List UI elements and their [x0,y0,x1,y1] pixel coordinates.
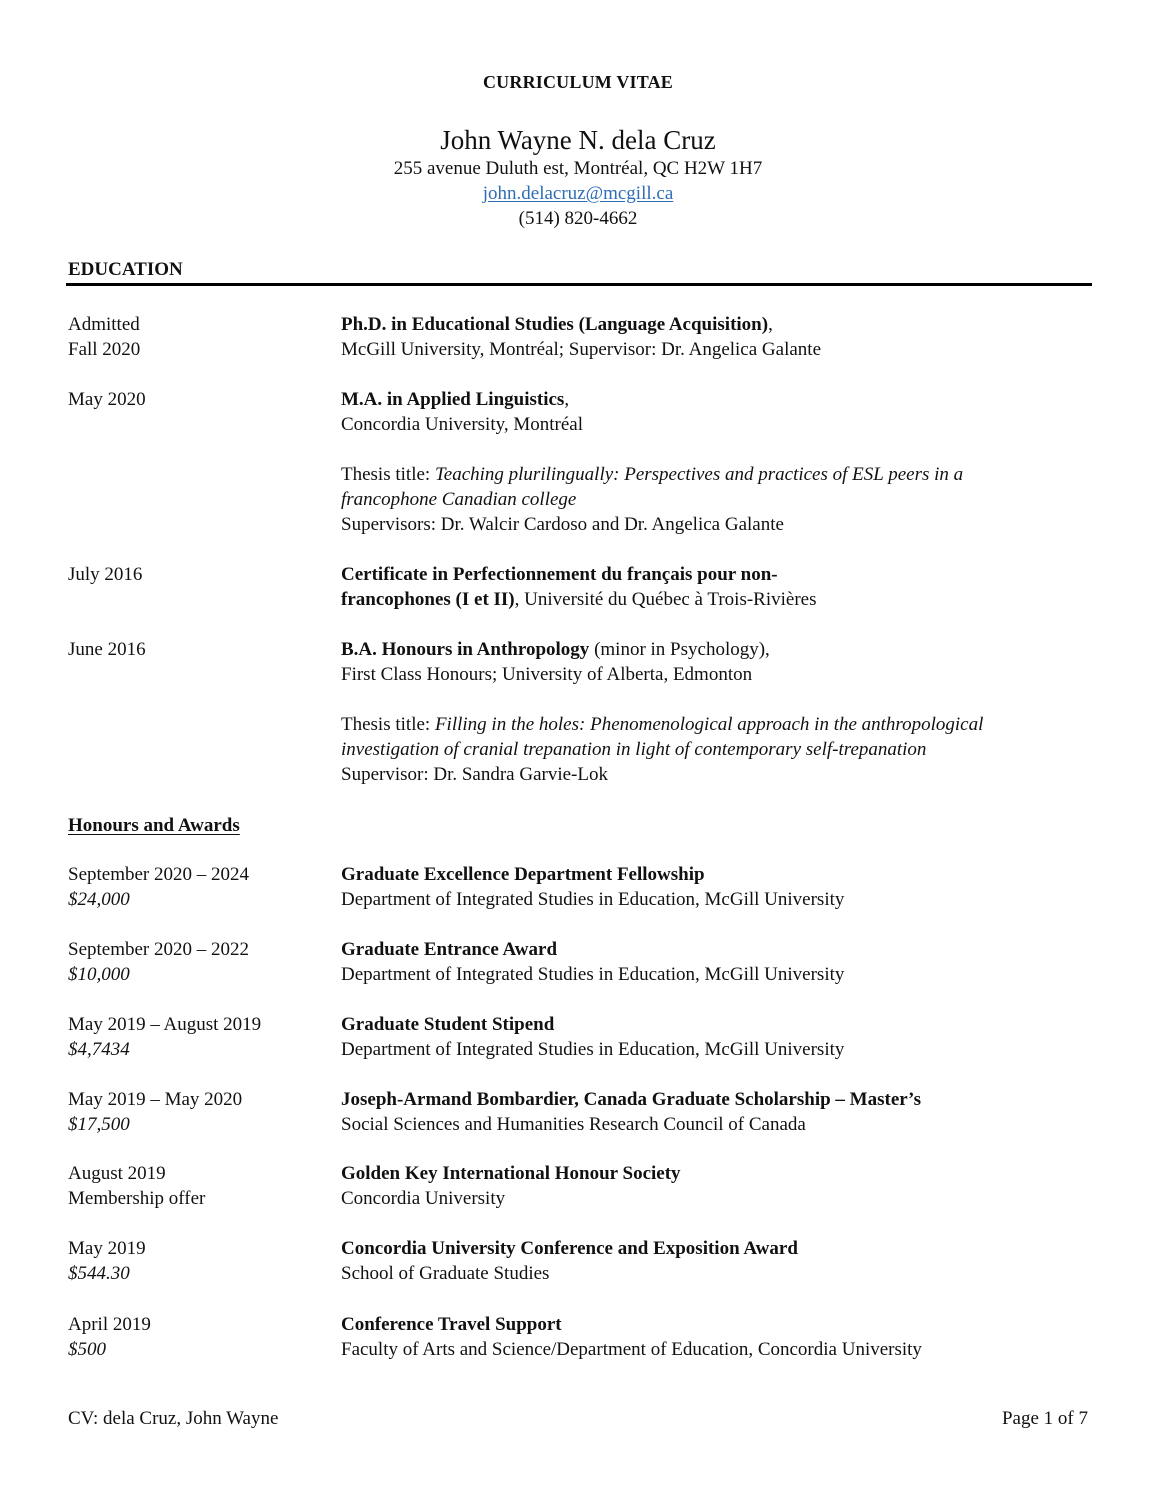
entry-date: June 2016 [68,639,146,660]
award-date: August 2019 [68,1163,166,1184]
award-org: Department of Integrated Studies in Education, McGill University [341,964,845,985]
email-link[interactable]: john.delacruz@mcgill.ca [482,183,674,204]
award-amount: $500 [68,1339,106,1360]
degree-suffix: , [768,314,773,335]
degree-detail: Concordia University, Montréal [341,414,584,435]
award-org: School of Graduate Studies [341,1263,550,1284]
award-title: Conference Travel Support [341,1314,562,1335]
award-date: September 2020 – 2022 [68,939,250,960]
degree-suffix: , [564,389,570,410]
degree-title: Certificate in Perfectionnement du français pour non- [341,564,778,585]
degree-detail: McGill University, Montréal; Supervisor: Dr. Angelica Galante [341,339,822,360]
award-title: Graduate Entrance Award [341,939,558,960]
document-title: CURRICULUM VITAE [482,72,674,92]
award-org: Department of Integrated Studies in Education, McGill University [341,889,845,910]
award-date: May 2019 [68,1238,146,1259]
thesis-title: Filling in the holes: Phenomenological approach in the anthropological [434,714,984,735]
award-date: May 2019 – May 2020 [68,1089,243,1110]
awards-heading: Honours and Awards [68,815,240,836]
date-status: Admitted [68,314,140,335]
thesis-title-cont: investigation of cranial trepanation in light of contemporary self-trepanation [341,739,927,760]
degree-title-cont: francophones (I et II) [341,589,515,610]
thesis-title: Teaching plurilingually: Perspectives and practices of ESL peers in a [434,464,964,485]
award-org: Concordia University [341,1188,506,1209]
award-date: September 2020 – 2024 [68,864,250,885]
award-amount: $24,000 [68,889,130,910]
contact-header [0,124,1156,231]
thesis-label: Thesis title: [341,464,435,485]
degree-detail: , Université du Québec à Trois-Rivières [514,589,817,610]
footer-author: CV: dela Cruz, John Wayne [68,1408,279,1429]
supervisors: Supervisors: Dr. Walcir Cardoso and Dr. Angelica Galante [341,514,784,535]
applicant-name: John Wayne N. dela Cruz [440,125,716,155]
supervisors: Supervisor: Dr. Sandra Garvie-Lok [341,764,608,785]
award-amount: $17,500 [68,1114,130,1135]
education-heading: EDUCATION [68,259,183,280]
award-date: May 2019 – August 2019 [68,1014,262,1035]
award-amount: $544.30 [68,1263,130,1284]
award-title: Golden Key International Honour Society [341,1163,681,1184]
award-org: Social Sciences and Humanities Research Council of Canada [341,1114,806,1135]
date-term: Fall 2020 [68,339,141,360]
entry-date: May 2020 [68,389,146,410]
degree-title: M.A. in Applied Linguistics [341,389,565,410]
award-org: Department of Integrated Studies in Education, McGill University [341,1039,845,1060]
degree-detail: First Class Honours; University of Alberta, Edmonton [341,664,753,685]
thesis-title-cont: francophone Canadian college [341,489,577,510]
award-title: Concordia University Conference and Exposition Award [341,1238,798,1259]
degree-title: Ph.D. in Educational Studies (Language Acquisition) [341,314,769,335]
award-org: Faculty of Arts and Science/Department of Education, Concordia University [341,1339,922,1360]
page-number: Page 1 of 7 [1001,1408,1088,1429]
entry-date: July 2016 [68,564,143,585]
award-title: Graduate Excellence Department Fellowship [341,864,705,885]
phone-number: (514) 820-4662 [518,208,638,229]
degree-suffix: (minor in Psychology), [589,639,770,660]
award-date: April 2019 [68,1314,151,1335]
degree-title: B.A. Honours in Anthropology [341,639,590,660]
award-title: Joseph-Armand Bombardier, Canada Graduate Scholarship – Master’s [341,1089,922,1110]
award-amount: $10,000 [68,964,130,985]
section-divider [66,283,1092,286]
thesis-label: Thesis title: [341,714,435,735]
award-note: Membership offer [68,1188,206,1209]
entry-date [68,312,338,362]
award-amount: $4,7434 [68,1039,130,1060]
address: 255 avenue Duluth est, Montréal, QC H2W 1H7 [393,158,763,179]
award-title: Graduate Student Stipend [341,1014,555,1035]
